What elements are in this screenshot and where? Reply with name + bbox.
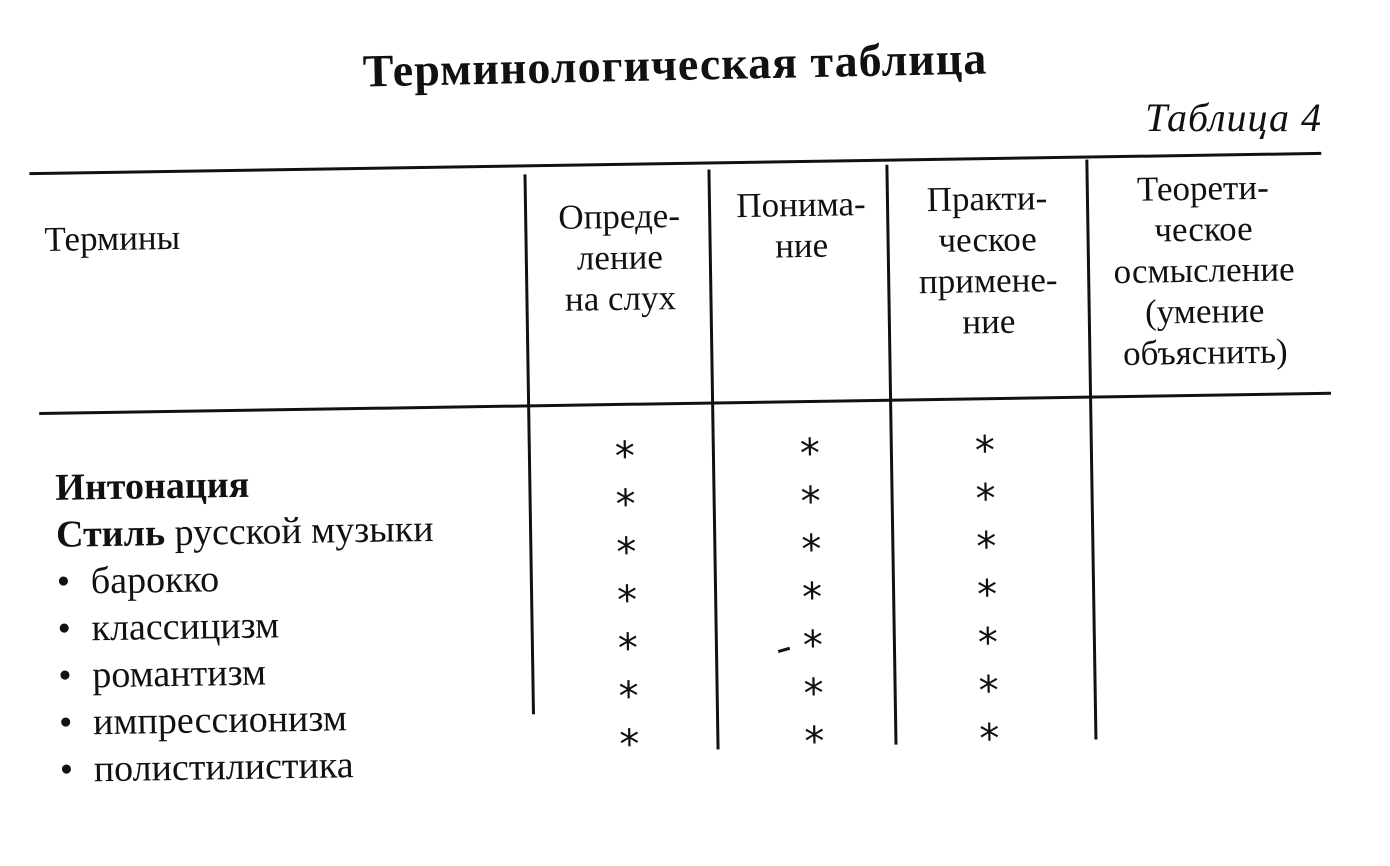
asterisk-mark: * bbox=[801, 526, 822, 574]
marks-practical bbox=[955, 427, 1020, 764]
column-divider bbox=[523, 174, 534, 714]
term-row bbox=[59, 741, 437, 794]
header-hearing bbox=[534, 195, 706, 321]
header-line: Практи- bbox=[926, 178, 1048, 220]
header-line: ние bbox=[962, 301, 1016, 342]
asterisk-mark: * bbox=[615, 481, 637, 529]
asterisk-mark: * bbox=[975, 476, 997, 523]
term-row bbox=[57, 600, 435, 653]
asterisk-mark: * bbox=[804, 718, 825, 766]
asterisk-mark: * bbox=[619, 721, 640, 768]
header-line: Понима- bbox=[736, 184, 866, 226]
header-line: ние bbox=[774, 225, 829, 266]
asterisk-mark: * bbox=[976, 572, 998, 619]
table-number: Таблица 4 bbox=[1145, 95, 1322, 140]
header-line: ческое bbox=[938, 219, 1037, 260]
asterisk-mark: * bbox=[616, 529, 637, 577]
asterisk-mark: * bbox=[803, 670, 825, 718]
asterisk-mark: * bbox=[618, 673, 640, 720]
asterisk-mark: * bbox=[801, 574, 823, 622]
header-line: ческое bbox=[1154, 208, 1253, 250]
term-bold: Стиль bbox=[55, 512, 166, 556]
bullet: • bbox=[59, 748, 74, 791]
asterisk-mark: * bbox=[614, 433, 636, 481]
bullet: • bbox=[57, 607, 72, 650]
header-theoretical bbox=[1087, 166, 1320, 375]
asterisk-mark: * bbox=[974, 428, 996, 475]
marks-hearing bbox=[595, 432, 660, 769]
header-line: Опреде- bbox=[558, 195, 681, 237]
term-bold: Интонация bbox=[55, 463, 250, 509]
term-row bbox=[59, 694, 437, 747]
bullet: • bbox=[58, 701, 73, 744]
page-title: Терминологическая таблица bbox=[362, 32, 988, 97]
header-practical bbox=[892, 177, 1085, 344]
asterisk-mark: * bbox=[800, 478, 822, 526]
asterisk-mark: * bbox=[976, 524, 997, 571]
terms-list bbox=[55, 459, 438, 794]
asterisk-mark: * bbox=[979, 716, 1000, 763]
asterisk-mark: * bbox=[978, 668, 1000, 715]
header-line: осмысление bbox=[1113, 249, 1295, 292]
bullet: • bbox=[56, 560, 71, 603]
header-terms: Термины bbox=[44, 217, 181, 259]
term-text: барокко bbox=[90, 558, 220, 603]
bullet: • bbox=[57, 654, 72, 697]
asterisk-mark: * bbox=[799, 430, 821, 478]
term-text: классицизм bbox=[91, 604, 280, 650]
asterisk-mark: * bbox=[802, 622, 824, 670]
term-text: русской музыки bbox=[164, 507, 434, 555]
term-text: полистилистика bbox=[93, 744, 354, 791]
term-text: импрессионизм bbox=[92, 697, 348, 744]
asterisk-mark: * bbox=[977, 620, 999, 667]
term-text: романтизм bbox=[91, 651, 267, 697]
marks-understanding bbox=[780, 429, 845, 766]
header-bottom-rule bbox=[39, 392, 1331, 415]
asterisk-mark: * bbox=[617, 625, 639, 672]
asterisk-mark: * bbox=[616, 577, 638, 625]
term-row bbox=[58, 647, 436, 700]
header-understanding bbox=[716, 183, 887, 268]
header-line: Теорети- bbox=[1136, 167, 1269, 209]
term-row bbox=[56, 506, 434, 559]
header-line: (умение bbox=[1144, 290, 1265, 332]
term-row bbox=[55, 459, 433, 512]
header-line: примене- bbox=[918, 260, 1058, 302]
header-line: объяснить) bbox=[1122, 331, 1288, 374]
term-row bbox=[56, 553, 434, 606]
header-line: на слух bbox=[564, 278, 677, 319]
header-line: ление bbox=[576, 237, 664, 278]
